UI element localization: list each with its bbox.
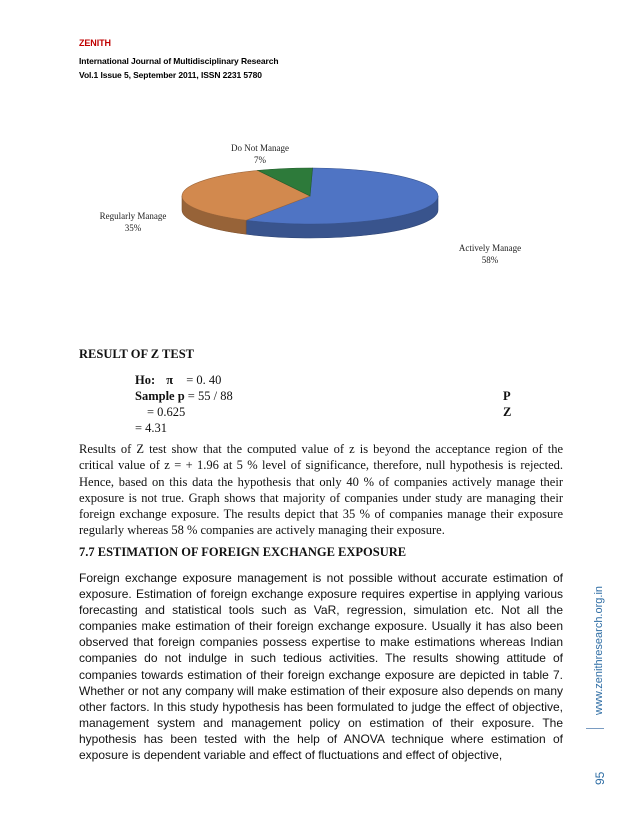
sample-label: Sample p	[135, 389, 185, 403]
pie-label-actively-manage	[445, 242, 535, 266]
pi-symbol: π	[166, 373, 174, 387]
journal-name: International Journal of Multidisciplinary Research	[79, 56, 279, 66]
pie-label-regularly-manage	[88, 210, 178, 234]
pie-chart	[80, 138, 560, 278]
sidebar-divider	[586, 728, 604, 729]
right-z-label: Z	[503, 405, 512, 419]
sample-line	[135, 389, 233, 404]
section-body: Foreign exchange exposure management is not possible without accurate estimation of exposure. Estimation of foreign exchange exposure requires expertise in applying various forecasting and statistical tools such as VaR, regression, simulation etc. Not all the companies make estimation of their foreign exchange exposure. Usually it has also been observed that foreign companies possess expertise to make estimations whereas Indian companies do not indulge in such tedious activities. The results showing attitude of companies towards estimation of their foreign exchange exposure are depicted in table 7. Whether or not any company will make estimation of their exposure also depends on many other factors. In this study hypothesis has been formulated to judge the effect of objective, management system and management policy on estimation of their exposure. The hypothesis has been tested with the help of ANOVA technique where estimation of exposure is dependent variable and effect of fluctuations and effect of objective,	[79, 571, 563, 763]
website-url: www.zenithresearch.org.in	[593, 585, 605, 715]
z-test-paragraph: Results of Z test show that the computed value of z is beyond the acceptance region of the critical value of z = + 1.96 at 5 % level of significance, therefore, null hypothesis is rejected. Hence, based on this data the hypothesis that only 40 % of companies actively manage their exposure is not true. Graph shows that majority of companies under study are managing their foreign exchange exposure. The results depict that 35 % of companies manage their exposure regularly whereas 58 % companies are actively managing their exposure.	[79, 442, 563, 538]
pie-label-value: 58%	[481, 255, 499, 265]
pie-label-name: Actively Manage	[458, 243, 522, 253]
sample-value: = 55 / 88	[187, 389, 233, 403]
z-value-line: = 4.31	[135, 421, 168, 435]
pie-label-value: 7%	[254, 155, 266, 165]
journal-brand: ZENITH	[79, 38, 111, 48]
page-number: 95	[593, 771, 607, 785]
pie-label-value: 35%	[124, 223, 142, 233]
right-p-label: P	[503, 389, 511, 403]
pie-label-name: Regularly Manage	[99, 211, 167, 221]
z-test-heading: RESULT OF Z TEST	[79, 347, 194, 361]
pie-label-name: Do Not Manage	[231, 143, 289, 153]
section-heading: 7.7 ESTIMATION OF FOREIGN EXCHANGE EXPOSURE	[79, 545, 407, 559]
issue-info: Vol.1 Issue 5, September 2011, ISSN 2231 5780	[79, 70, 262, 80]
ho-value: = 0. 40	[186, 373, 222, 387]
p-value-line: = 0.625	[147, 405, 186, 419]
ho-label: Ho:	[135, 373, 156, 387]
pie-label-do-not-manage	[225, 142, 295, 166]
hypothesis-line	[135, 373, 221, 388]
